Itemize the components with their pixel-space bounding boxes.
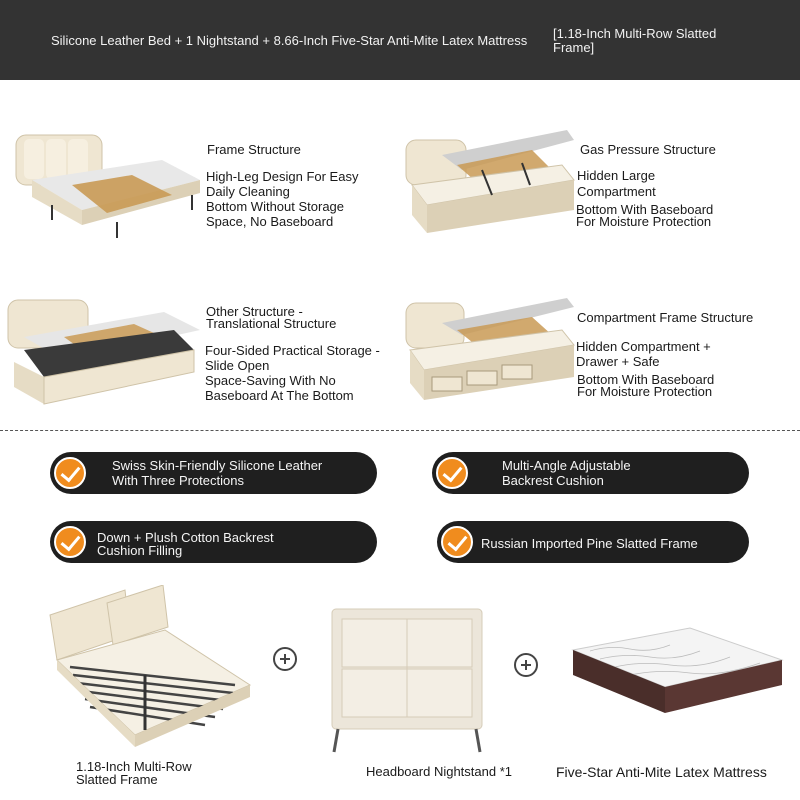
checkmark-icon (436, 457, 468, 489)
header-title: Silicone Leather Bed + 1 Nightstand + 8.66-Inch Five-Star Anti-Mite Latex Mattress (51, 33, 528, 48)
feature-4-text: Russian Imported Pine Slatted Frame (481, 536, 698, 551)
structure-4-line-3: Bottom With Baseboard (577, 372, 715, 387)
bed-frame-structure-image (12, 125, 202, 240)
mattress-image (570, 625, 785, 720)
structure-2-title: Gas Pressure Structure (580, 142, 716, 157)
checkmark-icon (441, 526, 473, 558)
plus-icon (514, 653, 538, 677)
structure-3-title: Other Structure - Translational Structure (206, 304, 337, 331)
slatted-frame-image (45, 585, 255, 755)
section-divider (0, 430, 800, 431)
structure-2-line-2: Compartment (577, 184, 656, 199)
structure-3-line-3: Space-Saving With No (205, 373, 336, 388)
checkmark-icon (54, 526, 86, 558)
feature-3-text: Down + Plush Cotton Backrest Cushion Filling (97, 530, 274, 558)
header-title-right: [1.18-Inch Multi-Row Slatted Frame] (553, 26, 717, 55)
structure-4-title: Compartment Frame Structure (577, 310, 754, 325)
bed-compartment-image (402, 295, 577, 407)
plus-icon (273, 647, 297, 671)
checkmark-icon (54, 457, 86, 489)
structure-4-line-2: Drawer + Safe (576, 354, 660, 369)
structure-1-line-4: Space, No Baseboard (206, 214, 334, 229)
product-caption-slatted-frame: 1.18-Inch Multi-Row Slatted Frame (76, 759, 192, 787)
structure-1-line-2: Daily Cleaning (206, 184, 290, 199)
structure-1-line-3: Bottom Without Storage (206, 199, 345, 214)
feature-badge-adjustable-cushion (432, 452, 749, 494)
structure-4-line-1: Hidden Compartment + (576, 339, 711, 354)
structure-3-line-2: Slide Open (205, 358, 270, 373)
page-header (0, 0, 800, 80)
bed-gas-pressure-image (402, 125, 577, 240)
structure-4-line-4: For Moisture Protection (577, 384, 713, 399)
structure-3-line-1: Four-Sided Practical Storage - (205, 343, 380, 358)
nightstand-image (330, 607, 485, 754)
structure-1-line-1: High-Leg Design For Easy (206, 169, 359, 184)
structure-3-line-4: Baseboard At The Bottom (205, 388, 354, 403)
feature-badge-down-filling (50, 521, 377, 563)
feature-badge-pine-slatted-frame (437, 521, 749, 563)
structure-2-line-3: Bottom With Baseboard (576, 202, 714, 217)
structure-2-line-4: For Moisture Protection (576, 214, 712, 229)
feature-1-text: Swiss Skin-Friendly Silicone Leather With Three Protections (112, 458, 323, 488)
structure-2-line-1: Hidden Large (577, 168, 656, 183)
feature-2-text: Multi-Angle Adjustable Backrest Cushion (502, 458, 631, 488)
feature-badge-silicone-leather (50, 452, 377, 494)
bed-translational-image (4, 292, 202, 410)
product-caption-nightstand: Headboard Nightstand *1 (366, 764, 512, 779)
product-caption-mattress: Five-Star Anti-Mite Latex Mattress (556, 764, 767, 780)
structure-1-title: Frame Structure (207, 142, 301, 157)
